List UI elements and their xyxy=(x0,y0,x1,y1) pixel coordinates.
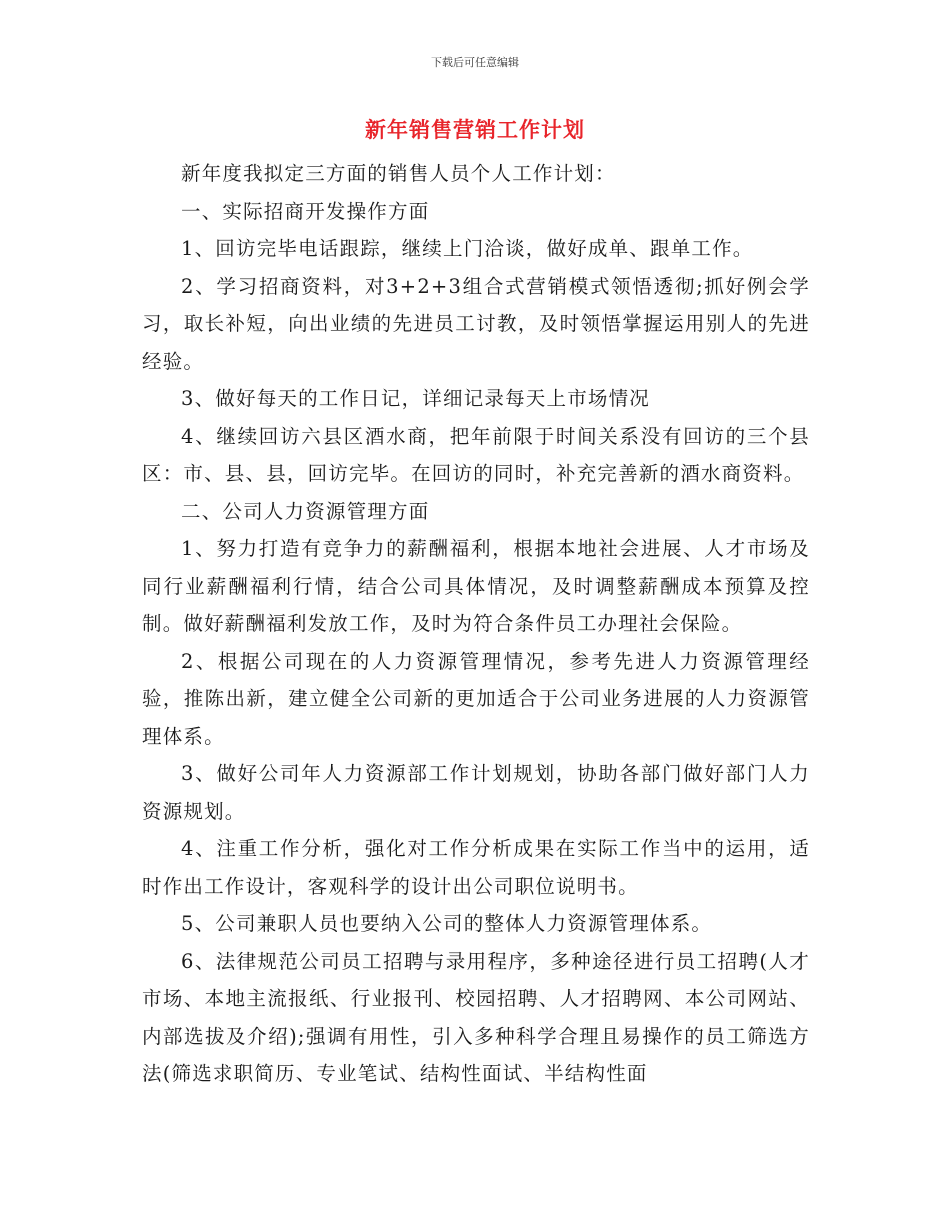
paragraph: 4、继续回访六县区酒水商，把年前限于时间关系没有回访的三个县区：市、县、县，回访完毕。在回访的同时，补充完善新的酒水商资料。 xyxy=(142,424,810,485)
page-header: 下载后可任意编辑 xyxy=(431,56,519,69)
section-heading-1: 一、实际招商开发操作方面 xyxy=(181,199,430,223)
paragraph: 1、努力打造有竞争力的薪酬福利，根据本地社会进展、人才市场及同行业薪酬福利行情，结合公司具体情况，及时调整薪酬成本预算及控制。做好薪酬福利发放工作，及时为符合条件员工办理社会保险。 xyxy=(142,537,810,635)
paragraph: 6、法律规范公司员工招聘与录用程序，多种途径进行员工招聘(人才市场、本地主流报纸、行业报刊、校园招聘、人才招聘网、本公司网站、内部选拔及介绍);强调有用性，引入多种科学合理且易操作的员工筛选方法(筛选求职简历、专业笔试、结构性面试、半结构性面 xyxy=(142,949,810,1085)
section-heading-2: 二、公司人力资源管理方面 xyxy=(181,499,430,523)
document-body xyxy=(142,155,810,1093)
paragraph-intro: 新年度我拟定三方面的销售人员个人工作计划： xyxy=(181,162,616,185)
paragraph: 2、根据公司现在的人力资源管理情况，参考先进人力资源管理经验，推陈出新，建立健全公司新的更加适合于公司业务进展的人力资源管理体系。 xyxy=(142,649,810,748)
paragraph: 1、回访完毕电话跟踪，继续上门洽谈，做好成单、跟单工作。 xyxy=(181,237,754,260)
paragraph: 3、做好每天的工作日记，详细记录每天上市场情况 xyxy=(181,387,651,410)
paragraph: 4、注重工作分析，强化对工作分析成果在实际工作当中的运用，适时作出工作设计，客观科学的设计出公司职位说明书。 xyxy=(142,837,810,898)
paragraph: 5、公司兼职人员也要纳入公司的整体人力资源管理体系。 xyxy=(181,912,713,935)
paragraph: 3、做好公司年人力资源部工作计划规划，协助各部门做好部门人力资源规划。 xyxy=(142,762,810,823)
paragraph: 2、学习招商资料，对3+2+3组合式营销模式领悟透彻;抓好例会学习，取长补短，向出业绩的先进员工讨教，及时领悟掌握运用别人的先进经验。 xyxy=(142,274,810,373)
document-title: 新年销售营销工作计划 xyxy=(365,118,585,142)
